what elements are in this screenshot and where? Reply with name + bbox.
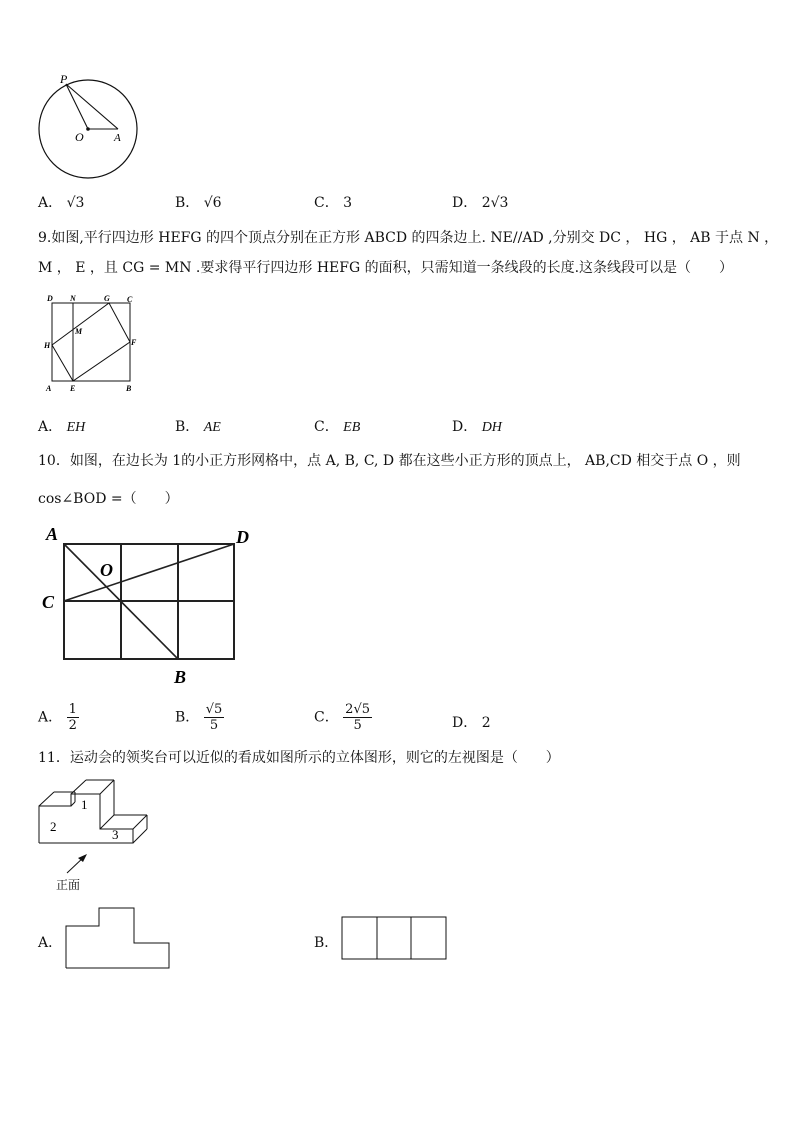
q8-option-b-letter: B． bbox=[175, 195, 200, 211]
q9-option-b bbox=[175, 416, 221, 436]
q10-label-d: D bbox=[236, 527, 249, 547]
q10-stem-line1: 10．如图，在边长为 1的小正方形网格中，点 A, B, C, D 都在这些小正方形的顶点上， AB,CD 相交于点 O ，则 bbox=[38, 453, 741, 469]
q10-stem-line2: cos∠BOD =（ ） bbox=[38, 491, 179, 507]
q10-label-a: A bbox=[46, 524, 59, 544]
q8-label-a: A bbox=[114, 132, 121, 144]
q11-option-b-letter: B． bbox=[314, 935, 339, 951]
q9-label-d: D bbox=[47, 294, 53, 303]
q9-label-f: F bbox=[131, 338, 137, 347]
q9-label-m: M bbox=[75, 327, 83, 336]
q10-option-c-numerator: 2√5 bbox=[345, 702, 370, 717]
q10-option-a-numerator: 1 bbox=[68, 702, 77, 717]
q8-option-a-value: √3 bbox=[66, 195, 85, 211]
q9-square-figure bbox=[40, 290, 150, 398]
q10-label-b: B bbox=[174, 667, 187, 687]
q8-option-c-value: 3 bbox=[343, 195, 353, 211]
q11-front-label: 正面 bbox=[56, 878, 81, 892]
q9-option-d-letter: D． bbox=[452, 419, 478, 435]
q10-label-c: C bbox=[42, 592, 55, 612]
q11-label-2: 2 bbox=[50, 819, 57, 834]
q9-option-a-value: EH bbox=[66, 420, 86, 435]
q10-option-a-fraction bbox=[67, 702, 79, 733]
q9-label-h: H bbox=[44, 341, 51, 350]
q8-option-c-letter: C． bbox=[314, 195, 339, 211]
q8-label-o: O bbox=[75, 130, 84, 144]
q10-option-b bbox=[175, 702, 224, 733]
q8-circle-figure bbox=[30, 70, 145, 182]
q9-option-b-letter: B． bbox=[175, 419, 200, 435]
q9-option-a-letter: A． bbox=[38, 419, 63, 435]
q9-label-n: N bbox=[70, 294, 76, 303]
q9-label-c: C bbox=[127, 295, 133, 304]
q9-label-b: B bbox=[126, 384, 132, 393]
q10-option-d bbox=[452, 712, 491, 732]
q11-label-3: 3 bbox=[112, 827, 119, 842]
q11-option-a-letter: A． bbox=[38, 935, 63, 951]
q10-option-c-fraction bbox=[343, 702, 372, 733]
q10-option-d-letter: D． bbox=[452, 715, 478, 731]
q9-stem-line1: 9.如图,平行四边形 HEFG 的四个顶点分别在正方形 ABCD 的四条边上. NE//AD ,分别交 DC ， HG ， AB 于点 N ， bbox=[38, 230, 779, 246]
q8-option-c bbox=[314, 192, 352, 212]
q10-option-c-denominator: 5 bbox=[353, 718, 362, 733]
q10-option-b-letter: B． bbox=[175, 709, 200, 726]
q10-option-b-denominator: 5 bbox=[209, 718, 219, 733]
q8-option-d-value: 2√3 bbox=[481, 195, 509, 211]
q11-option-a-shape bbox=[62, 904, 174, 972]
q10-option-d-value: 2 bbox=[481, 715, 491, 731]
q9-option-c bbox=[314, 416, 360, 436]
q10-label-o: O bbox=[100, 560, 113, 580]
q11-stem-line1: 11．运动会的领奖台可以近似的看成如图所示的立体图形，则它的左视图是（ ） bbox=[38, 750, 560, 766]
q10-option-b-numerator: √5 bbox=[205, 702, 223, 717]
q8-option-b-value: √6 bbox=[203, 195, 222, 211]
q9-option-a bbox=[38, 416, 85, 436]
q8-label-p: P bbox=[60, 72, 68, 86]
q8-option-b bbox=[175, 192, 222, 212]
q8-option-d-letter: D． bbox=[452, 195, 478, 211]
q8-option-a-letter: A． bbox=[38, 195, 63, 211]
q9-option-b-value: AE bbox=[203, 420, 221, 435]
q10-option-b-fraction bbox=[204, 702, 225, 733]
q9-option-c-letter: C． bbox=[314, 419, 339, 435]
q9-option-d-value: DH bbox=[481, 420, 502, 435]
q11-podium-figure bbox=[30, 775, 170, 893]
q8-option-d bbox=[452, 192, 508, 212]
q8-option-a bbox=[38, 192, 84, 212]
q11-label-1: 1 bbox=[81, 797, 88, 812]
q10-option-a-letter: A． bbox=[38, 709, 63, 726]
q9-label-e: E bbox=[70, 384, 76, 393]
q9-option-c-value: EB bbox=[343, 420, 361, 435]
q9-stem-line2: M ， E ，且 CG = MN .要求得平行四边形 HEFG 的面积，只需知道一条线段的长度.这条线段可以是（ ） bbox=[38, 260, 734, 276]
q9-option-d bbox=[452, 416, 502, 436]
q10-option-a-denominator: 2 bbox=[68, 718, 77, 733]
q11-option-b-shape bbox=[338, 913, 450, 963]
q9-label-g: G bbox=[104, 294, 110, 303]
q10-option-c-letter: C． bbox=[314, 709, 339, 726]
q10-option-a bbox=[38, 702, 79, 733]
q10-option-c bbox=[314, 702, 372, 733]
q10-grid-figure bbox=[38, 520, 263, 692]
q9-label-a: A bbox=[46, 384, 52, 393]
